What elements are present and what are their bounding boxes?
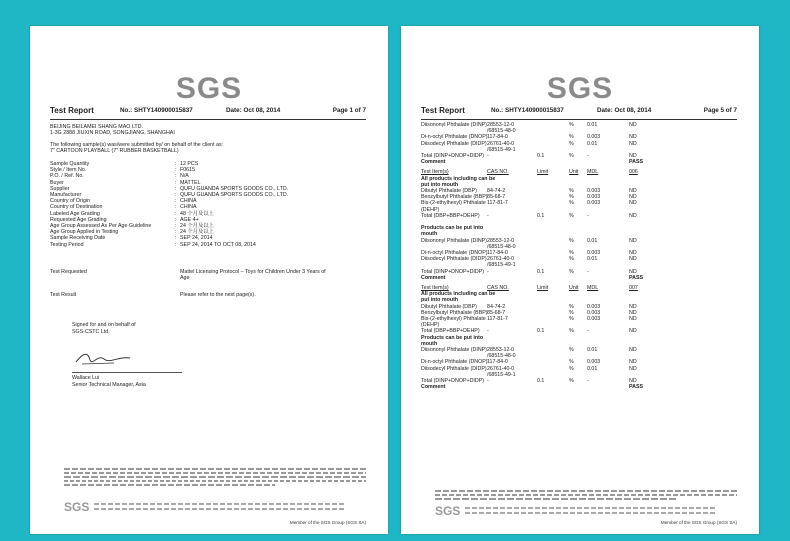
table-cell: ND: [629, 153, 637, 159]
field-label: Age Group Applied in Testing: [50, 229, 119, 236]
table-cell: Benzylbutyl Phthalate (BBP): [421, 194, 488, 201]
table-cell: 84-74-2: [487, 303, 506, 310]
field-label: Sample Receiving Date: [50, 235, 106, 242]
table-cell: ND: [629, 256, 637, 263]
column-header: Limit: [537, 169, 549, 176]
test-result-value: Please refer to the next page(s).: [180, 292, 256, 298]
intro-text: The following sample(s) was/were submitted by/ on behalf of the client as:: [50, 142, 224, 148]
table-cell: (DEHP): [421, 206, 440, 213]
test-requested-label: Test Requested: [50, 269, 87, 275]
table-cell: -: [487, 212, 489, 219]
table-cell: Diisononyl Phthalate (DINP): [421, 237, 487, 244]
table-cell: ND: [629, 365, 637, 372]
table-cell: Comment: [421, 159, 446, 166]
table-cell: ND: [629, 188, 637, 194]
table-cell: 28553-12-0: [487, 237, 515, 244]
table-cell: -: [487, 153, 489, 159]
table-cell: %: [569, 134, 574, 141]
table-cell: Total (DBP+BBP+DEHP): [421, 328, 480, 335]
signed-for-text: Signed for and on behalf of: [72, 322, 136, 328]
sgs-logo: SGS: [175, 72, 243, 105]
field-value: AGE 4+: [180, 216, 199, 223]
table-cell: Bis-(2-ethylhexyl) Phthalate: [421, 316, 486, 322]
field-colon: :: [175, 241, 177, 248]
report-number: No.: SHTY140900015837: [491, 107, 564, 114]
table-cell: ND: [629, 200, 637, 207]
table-cell: All products including can be: [421, 291, 496, 298]
table-cell: ND: [629, 316, 637, 322]
table-cell: PASS: [629, 159, 644, 166]
report-title: Test Report: [421, 106, 465, 115]
test-requested-value: Mattel Licensing Protocol – Toys for Children Under 3 Years of: [180, 269, 326, 275]
table-cell: 84-74-2: [487, 188, 506, 194]
table-cell: ND: [629, 268, 637, 275]
field-value: MATTEL: [180, 179, 201, 186]
report-date: Date: Oct 08, 2014: [226, 107, 281, 114]
table-cell: ND: [629, 237, 637, 244]
table-cell: ND: [629, 250, 637, 256]
table-cell: /68515-48-0: [487, 243, 516, 250]
field-label: Country of Destination: [50, 204, 103, 211]
table-cell: 117-84-0: [487, 359, 508, 366]
table-cell: Products can be put into: [421, 334, 484, 341]
table-cell: 0.1: [537, 328, 545, 335]
field-value: QUFU GUANDA SPORTS GOODS CO., LTD.: [180, 192, 289, 198]
table-cell: %: [569, 328, 574, 335]
footer-sgs-logo: SGS: [435, 504, 461, 518]
field-label: Labeled Age Grading: [50, 210, 100, 217]
field-value: QUFU GUANDA SPORTS GOODS CO., LTD.: [180, 185, 289, 192]
table-cell: 0.003: [587, 194, 601, 201]
table-cell: Diisodecyl Phthalate (DIDP): [421, 140, 487, 147]
field-colon: :: [175, 185, 177, 192]
table-cell: -: [587, 153, 589, 159]
table-cell: ND: [629, 378, 637, 384]
field-colon: :: [175, 216, 177, 223]
table-cell: Benzylbutyl Phthalate (BBP): [421, 309, 488, 316]
field-label: Requested Age Grading: [50, 216, 107, 223]
table-cell: 85-68-7: [487, 194, 506, 201]
table-cell: mouth: [421, 340, 438, 347]
table-cell: -: [487, 378, 489, 384]
table-cell: ND: [629, 347, 637, 353]
table-cell: mouth: [421, 231, 438, 238]
field-value: CHINA: [180, 198, 197, 205]
sgs-logo: SGS: [546, 72, 614, 105]
table-cell: %: [569, 140, 574, 147]
field-value: 12 PCS: [180, 161, 199, 167]
table-cell: %: [569, 122, 574, 128]
table-cell: Products can be put into: [421, 225, 484, 232]
field-value: SEP 24, 2014 TO OCT 08, 2014: [180, 241, 256, 248]
table-cell: 117-81-7: [487, 316, 508, 322]
table-cell: 26761-40-0: [487, 365, 515, 372]
table-cell: /68515-49-1: [487, 371, 516, 378]
table-cell: 85-68-7: [487, 309, 506, 316]
table-cell: -: [587, 328, 589, 335]
table-cell: Di-n-octyl Phthalate (DNOP): [421, 250, 488, 256]
table-cell: Diisodecyl Phthalate (DIDP): [421, 365, 487, 372]
table-cell: 0.01: [587, 256, 598, 263]
table-cell: PASS: [629, 274, 644, 281]
table-cell: 0.1: [537, 378, 545, 384]
field-colon: :: [175, 198, 177, 205]
field-colon: :: [175, 223, 177, 229]
field-colon: :: [175, 173, 177, 180]
field-value: F0615: [180, 167, 196, 174]
table-cell: 26761-40-0: [487, 140, 515, 147]
column-header: CAS NO.: [487, 285, 509, 291]
field-colon: :: [175, 179, 177, 186]
field-label: Sample Quantity: [50, 161, 90, 167]
report-date: Date: Oct 08, 2014: [597, 107, 652, 114]
table-cell: put into mouth: [421, 297, 459, 304]
page-number: Page 1 of 7: [332, 107, 366, 114]
field-value: 24 个月及以上: [180, 223, 214, 229]
field-label: P.O. / Ref. No.: [50, 173, 84, 180]
field-colon: :: [175, 192, 177, 198]
field-colon: :: [175, 167, 177, 174]
footer-member: Member of the SGS Group (SGS SA): [289, 520, 366, 525]
table-cell: %: [569, 194, 574, 201]
table-cell: 117-84-0: [487, 250, 508, 256]
field-label: Buyer: [50, 179, 64, 186]
field-colon: :: [175, 161, 177, 167]
table-cell: 0.01: [587, 122, 598, 128]
table-cell: Di-n-octyl Phthalate (DNOP): [421, 134, 488, 141]
table-cell: /68515-49-1: [487, 146, 516, 153]
table-cell: 0.003: [587, 188, 601, 194]
sample-number: 006: [629, 169, 638, 176]
field-label: Country of Origin: [50, 198, 91, 205]
table-cell: Bis-(2-ethylhexyl) Phthalate: [421, 200, 486, 207]
column-header: MDL: [587, 285, 599, 291]
table-cell: 0.003: [587, 303, 601, 310]
table-cell: PASS: [629, 384, 644, 391]
signed-company: SGS-CSTC Ltd.: [72, 329, 110, 335]
table-cell: 0.003: [587, 250, 601, 256]
table-cell: Total (DBP+BBP+DEHP): [421, 212, 480, 219]
table-cell: ND: [629, 212, 637, 219]
table-cell: %: [569, 212, 574, 219]
column-header: MDL: [587, 169, 599, 176]
field-colon: :: [175, 204, 177, 211]
signature-line: [72, 372, 182, 373]
field-value: 48 个月及以上: [180, 210, 214, 217]
table-cell: /68515-48-0: [487, 353, 516, 360]
table-cell: 0.003: [587, 134, 601, 141]
sample-number: 007: [629, 285, 638, 291]
table-cell: %: [569, 250, 574, 256]
table-cell: Total (DINP+DNOP+DIDP): [421, 153, 484, 159]
field-label: Supplier: [50, 185, 70, 192]
field-value: SEP 24, 2014: [180, 235, 213, 242]
table-cell: 0.003: [587, 309, 601, 316]
table-cell: %: [569, 256, 574, 263]
table-cell: 0.1: [537, 212, 545, 219]
table-cell: Dibutyl Phthalate (DBP): [421, 188, 477, 194]
table-cell: /68515-48-0: [487, 128, 516, 135]
footer-member: Member of the SGS Group (SGS SA): [660, 520, 737, 525]
field-colon: :: [175, 235, 177, 242]
report-number: No.: SHTY140900015837: [120, 107, 193, 114]
table-cell: -: [487, 328, 489, 335]
report-page-1: [30, 26, 388, 534]
table-cell: 0.003: [587, 359, 601, 366]
table-cell: %: [569, 365, 574, 372]
table-cell: -: [587, 212, 589, 219]
table-cell: Diisononyl Phthalate (DINP): [421, 122, 487, 128]
terms-fine-print: [435, 490, 737, 500]
sample-description: 7" CARTOON PLAYBALL (7" RUBBER BASKETBALL): [50, 148, 179, 154]
table-cell: ND: [629, 309, 637, 316]
signer-name: Wallace Lui: [72, 375, 100, 381]
table-cell: Diisononyl Phthalate (DINP): [421, 347, 487, 353]
table-cell: ND: [629, 303, 637, 310]
table-cell: %: [569, 237, 574, 244]
field-label: Testing Period: [50, 241, 84, 248]
column-header: Unit: [569, 285, 579, 291]
table-cell: /68515-49-1: [487, 262, 516, 269]
table-cell: 0.003: [587, 316, 601, 322]
table-cell: -: [487, 268, 489, 275]
table-cell: 0.1: [537, 268, 545, 275]
field-value: CHINA: [180, 204, 197, 211]
table-cell: 28553-12-0: [487, 122, 515, 128]
header-rule: [50, 119, 366, 120]
table-cell: Total (DINP+DNOP+DIDP): [421, 268, 484, 275]
table-cell: 0.01: [587, 237, 598, 244]
test-requested-value-cont: Age: [180, 275, 190, 281]
table-cell: Comment: [421, 274, 446, 281]
client-name: BEIJING BEILAMEI SHANG MAO LTD.: [50, 124, 143, 130]
table-cell: 0.01: [587, 347, 598, 353]
column-header: CAS NO.: [487, 169, 509, 176]
table-cell: -: [587, 378, 589, 384]
table-cell: 117-81-7: [487, 200, 508, 207]
terms-fine-print: [64, 468, 366, 486]
table-cell: 0.01: [587, 140, 598, 147]
report-page-5: [401, 26, 759, 534]
table-cell: %: [569, 153, 574, 159]
table-cell: %: [569, 316, 574, 322]
table-cell: (DEHP): [421, 322, 440, 329]
column-header: Limit: [537, 285, 549, 291]
table-cell: ND: [629, 359, 637, 366]
signature: [74, 350, 134, 368]
field-label: Manufacturer: [50, 192, 82, 198]
table-cell: %: [569, 347, 574, 353]
table-cell: put into mouth: [421, 181, 459, 188]
table-cell: ND: [629, 122, 637, 128]
column-header: Unit: [569, 169, 579, 176]
page-number: Page 5 of 7: [703, 107, 737, 114]
table-cell: Total (DINP+DNOP+DIDP): [421, 378, 484, 384]
table-cell: 0.01: [587, 365, 598, 372]
table-cell: %: [569, 303, 574, 310]
column-header: Test Item(s): [421, 285, 449, 291]
table-cell: ND: [629, 328, 637, 335]
field-label: Style / Item No.: [50, 167, 87, 174]
field-value: 24 个月及以上: [180, 229, 214, 236]
table-cell: Diisodecyl Phthalate (DIDP): [421, 256, 487, 263]
field-colon: :: [175, 229, 177, 236]
table-cell: 117-84-0: [487, 134, 508, 141]
field-colon: :: [175, 210, 177, 217]
table-cell: Dibutyl Phthalate (DBP): [421, 303, 477, 310]
table-cell: %: [569, 378, 574, 384]
table-cell: 0.003: [587, 200, 601, 207]
column-header: Test Item(s): [421, 169, 449, 176]
table-cell: %: [569, 188, 574, 194]
signer-title: Senior Technical Manager, Asia: [72, 382, 146, 388]
table-cell: %: [569, 200, 574, 207]
table-cell: -: [587, 268, 589, 275]
table-cell: 26761-40-0: [487, 256, 515, 263]
table-cell: %: [569, 268, 574, 275]
table-cell: ND: [629, 134, 637, 141]
table-cell: %: [569, 309, 574, 316]
field-value: N/A: [180, 173, 189, 180]
report-title: Test Report: [50, 106, 94, 115]
table-cell: Comment: [421, 384, 446, 391]
table-cell: ND: [629, 140, 637, 147]
test-result-label: Test Result: [50, 292, 77, 298]
table-cell: ND: [629, 194, 637, 201]
table-cell: Di-n-octyl Phthalate (DNOP): [421, 359, 488, 366]
table-cell: 0.1: [537, 153, 545, 159]
table-cell: 28553-12-0: [487, 347, 515, 353]
table-cell: All products including can be: [421, 175, 496, 182]
header-rule: [421, 119, 737, 120]
field-label: Age Group Assessed As Per Age Guideline: [50, 223, 152, 229]
table-cell: %: [569, 359, 574, 366]
footer-sgs-logo: SGS: [64, 500, 90, 514]
client-address: 1-3G 2888 JIUXIN ROAD, SONGJIANG, SHANGHAI: [50, 130, 175, 136]
